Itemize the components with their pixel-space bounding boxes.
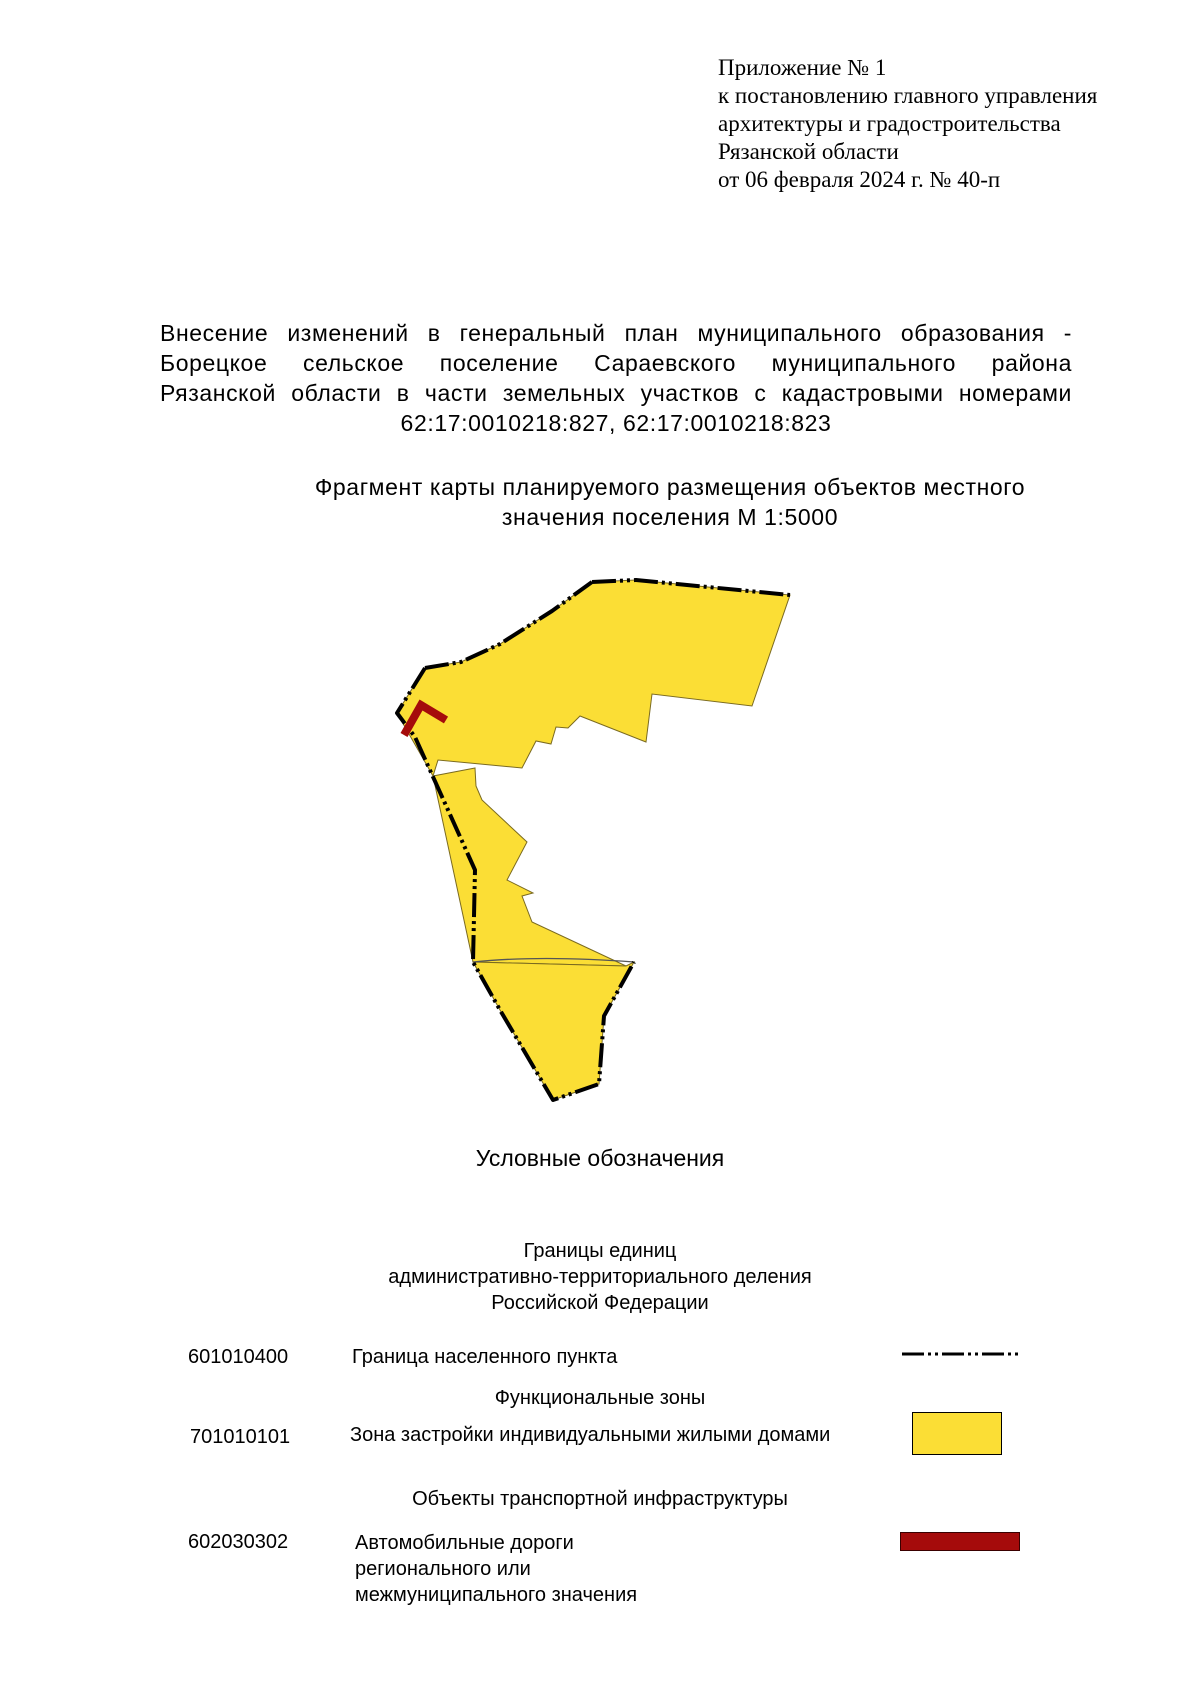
annex-line-1: Приложение № 1 [718,55,887,80]
document-title-line-3: Рязанской области в части земельных участков с кадастровыми номерами [160,380,1072,406]
transport-infrastructure-title: Объекты транспортной инфраструктуры [412,1488,788,1510]
annex-line-2: к постановлению главного управления [718,83,1098,108]
map-title-line-1: Фрагмент карты планируемого размещения объектов местного [314,474,1026,500]
annex-line-5: от 06 февраля 2024 г. № 40-п [718,167,1001,192]
settlement-boundary-label: Граница населенного пункта [352,1346,618,1368]
admin-group-line-3: Российской Федерации [491,1292,709,1314]
document-title-line-4: 62:17:0010218:827, 62:17:0010218:823 [400,410,832,436]
settlement-boundary-code: 601010400 [188,1346,289,1368]
document-title-line-1: Внесение изменений в генеральный план муниципального образования - [160,320,1072,346]
admin-group-line-1: Границы единиц [523,1240,677,1262]
map-title-line-2: значения поселения М 1:5000 [501,504,839,530]
residential-zone-central [433,768,626,966]
annex-line-4: Рязанской области [718,139,899,164]
residential-zone-south [473,962,634,1100]
legend-title: Условные обозначения [475,1145,725,1171]
roads-swatch [900,1532,1020,1551]
roads-label-line-1: Автомобильные дороги [355,1532,574,1554]
legend-admin-group-title [300,1238,900,1316]
settlement-boundary-symbol [900,1347,1022,1361]
annex-line-3: архитектуры и градостроительства [718,111,1061,136]
residential-zone-code: 701010101 [190,1426,291,1448]
residential-zone-north [397,580,790,776]
functional-zones-title: Функциональные зоны [494,1387,706,1409]
roads-label [355,1530,637,1608]
document-title-line-2: Борецкое сельское поселение Сараевского муниципального района [160,350,1072,376]
roads-code: 602030302 [188,1531,289,1553]
residential-zone-swatch [912,1412,1002,1455]
roads-label-line-3: межмуниципального значения [355,1584,638,1606]
residential-zone-label: Зона застройки индивидуальными жилыми домами [350,1424,831,1446]
roads-label-line-2: регионального или [355,1558,531,1580]
admin-group-line-2: административно-территориального деления [388,1266,812,1288]
